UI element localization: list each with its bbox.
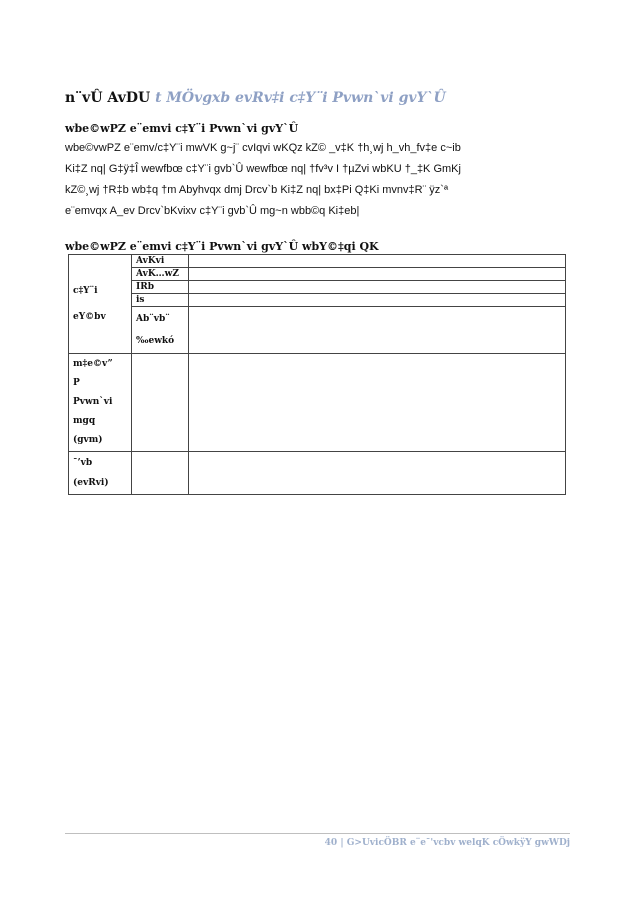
- attribute-label: is: [132, 294, 189, 307]
- section-subheading: wbe©wPZ e¨emvi c‡Y¨i Pvwn`vi gvY`Û: [65, 122, 299, 135]
- product-description-cell: [69, 255, 132, 354]
- row-label-line: Pvwn`vi: [73, 397, 113, 407]
- attribute-label: AvK…wZ: [132, 268, 189, 281]
- table-row: [69, 255, 566, 268]
- attribute-value[interactable]: [189, 268, 566, 281]
- page-heading: [65, 90, 585, 106]
- attribute-label-line: Ab¨vb¨: [136, 314, 170, 324]
- paragraph-line: Ki‡Z nq| G‡ÿ‡Î wewfbœ c‡Y¨i gvb`Û wewfbœ nq| †fv³v I †µZvi wbKU †_‡K GmKj: [65, 163, 461, 175]
- table-row: [69, 268, 566, 281]
- attribute-label: IRb: [132, 281, 189, 294]
- attribute-label-line: ‰ewkó: [136, 336, 175, 346]
- row-label-line: mgq: [73, 416, 96, 426]
- heading-prefix: n¨vÛ AvDU: [65, 90, 156, 106]
- table-row: [69, 354, 566, 452]
- row-label-line: P: [73, 378, 80, 388]
- page-footer: 40 | G>UvicÖBR e¨e¯'vcbv welqK cÖwkÿY gwWDj: [324, 838, 570, 848]
- attribute-value[interactable]: [189, 307, 566, 354]
- attribute-value[interactable]: [189, 294, 566, 307]
- paragraph-line: wbe©vwPZ e¨emv/c‡Y¨i mwVK g~j¨ cvIqvi wKQz kZ© _v‡K †h¸wj h_vh_fv‡e c~ib: [65, 142, 461, 154]
- attribute-label: [132, 307, 189, 354]
- row-label-line: (gvm): [73, 435, 103, 445]
- place-market-cell: [69, 452, 132, 495]
- row-label-line: eY©bv: [73, 312, 106, 322]
- paragraph-line: e¨emvqx A_ev Drcv`bKvixv c‡Y¨i gvb`Û mg~n wbb©q Ki‡eb|: [65, 205, 360, 217]
- peak-demand-time-cell: [69, 354, 132, 452]
- empty-cell[interactable]: [189, 452, 566, 495]
- row-label-line: (evRvi): [73, 478, 109, 488]
- body-paragraph: [65, 138, 575, 222]
- paragraph-line: kZ©¸wj †R‡b wb‡q †m Abyhvqx dmj Drcv`b Ki‡Z nq| bx‡Pi Q‡Ki mvnv‡R¨ ÿz`ª: [65, 184, 449, 196]
- attribute-value[interactable]: [189, 255, 566, 268]
- table-row: [69, 294, 566, 307]
- standards-table: [68, 254, 566, 495]
- table-title: wbe©wPZ e¨emvi c‡Y¨i Pvwn`vi gvY`Û wbY©‡qi QK: [65, 240, 379, 253]
- table-row: [69, 281, 566, 294]
- attribute-label: AvKvi: [132, 255, 189, 268]
- footer-divider: [65, 833, 570, 834]
- heading-accent: t MÖvgxb evRv‡i c‡Y¨i Pvwn`vi gvY`Û: [155, 90, 446, 106]
- empty-cell[interactable]: [132, 452, 189, 495]
- empty-cell[interactable]: [189, 354, 566, 452]
- table-row: [69, 452, 566, 495]
- row-label-line: ¯’vb: [73, 458, 93, 468]
- row-label-line: m‡e©v”: [73, 359, 113, 369]
- row-label-line: c‡Y¨i: [73, 286, 98, 296]
- attribute-value[interactable]: [189, 281, 566, 294]
- empty-cell[interactable]: [132, 354, 189, 452]
